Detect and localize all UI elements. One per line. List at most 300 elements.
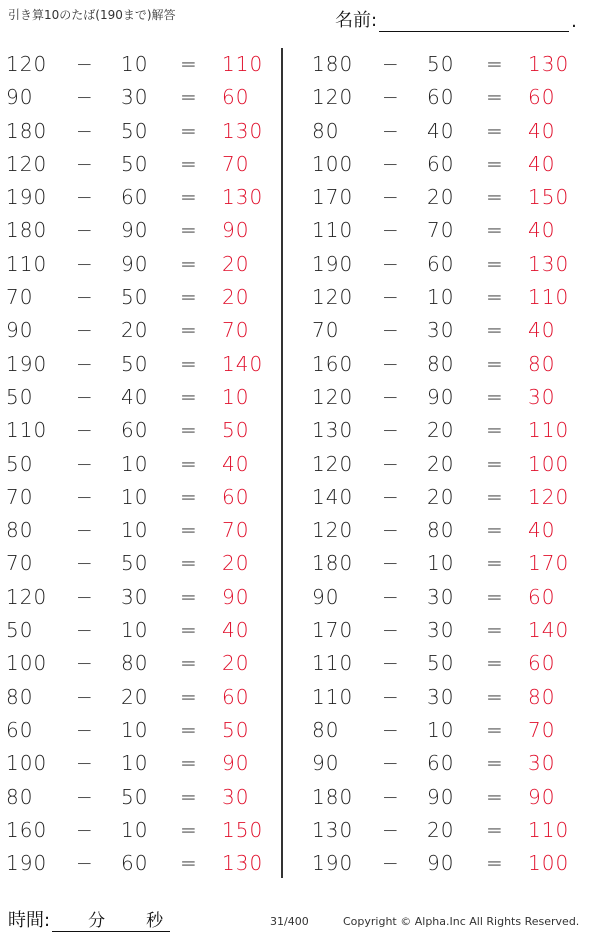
minuend: 120 — [312, 85, 354, 110]
problem-row — [6, 81, 276, 114]
subtrahend: 10 — [121, 451, 149, 476]
minus-sign: − — [382, 717, 400, 742]
subtrahend: 10 — [121, 52, 149, 76]
problem-row — [6, 414, 276, 447]
answer: 130 — [222, 851, 264, 876]
minus-sign: − — [382, 285, 400, 310]
problem-row — [312, 781, 582, 814]
equals-sign: = — [180, 318, 198, 343]
minuend: 80 — [6, 518, 34, 543]
minus-sign: − — [382, 52, 400, 76]
answer: 20 — [222, 651, 250, 676]
subtrahend: 50 — [121, 551, 149, 576]
problem-row — [6, 314, 276, 347]
answer: 40 — [528, 218, 556, 243]
subtrahend: 30 — [427, 584, 455, 609]
equals-sign: = — [486, 817, 504, 842]
minus-sign: − — [76, 684, 94, 709]
subtrahend: 10 — [121, 518, 149, 543]
answer: 30 — [528, 384, 556, 409]
problem-row — [312, 547, 582, 580]
minus-sign: − — [382, 751, 400, 776]
minuend: 110 — [6, 418, 48, 443]
name-label: 名前: — [335, 10, 378, 31]
minus-sign: − — [382, 618, 400, 643]
minus-sign: − — [382, 484, 400, 509]
problem-row — [312, 448, 582, 481]
equals-sign: = — [180, 118, 198, 143]
answer: 60 — [528, 584, 556, 609]
problem-row — [312, 148, 582, 181]
problem-row — [6, 214, 276, 247]
minuend: 90 — [312, 751, 340, 776]
equals-sign: = — [486, 218, 504, 243]
minuend: 70 — [312, 318, 340, 343]
minus-sign: − — [382, 817, 400, 842]
answer: 30 — [222, 784, 250, 809]
equals-sign: = — [486, 118, 504, 143]
subtrahend: 10 — [427, 717, 455, 742]
subtrahend: 20 — [121, 318, 149, 343]
subtrahend: 60 — [121, 418, 149, 443]
minus-sign: − — [382, 784, 400, 809]
minuend: 90 — [6, 85, 34, 110]
minuend: 90 — [312, 584, 340, 609]
problem-row — [6, 514, 276, 547]
answer: 70 — [222, 151, 250, 176]
minus-sign: − — [76, 751, 94, 776]
problem-row — [312, 581, 582, 614]
minuend: 180 — [312, 52, 354, 76]
problem-row — [312, 614, 582, 647]
answer: 90 — [528, 784, 556, 809]
subtrahend: 20 — [427, 185, 455, 210]
problem-row — [6, 381, 276, 414]
problem-row — [6, 547, 276, 580]
answer: 20 — [222, 251, 250, 276]
equals-sign: = — [486, 384, 504, 409]
minutes-unit: 分 — [88, 911, 106, 931]
minuend: 120 — [312, 451, 354, 476]
problem-row — [6, 814, 276, 847]
subtrahend: 30 — [121, 85, 149, 110]
right-problem-column — [312, 48, 582, 880]
subtrahend: 20 — [427, 451, 455, 476]
minus-sign: − — [76, 52, 94, 76]
minus-sign: − — [76, 851, 94, 876]
subtrahend: 50 — [121, 285, 149, 310]
equals-sign: = — [180, 52, 198, 76]
time-field — [8, 906, 170, 932]
minus-sign: − — [76, 351, 94, 376]
equals-sign: = — [486, 684, 504, 709]
minuend: 100 — [6, 751, 48, 776]
equals-sign: = — [486, 518, 504, 543]
subtrahend: 90 — [121, 218, 149, 243]
equals-sign: = — [180, 684, 198, 709]
minuend: 120 — [312, 384, 354, 409]
subtrahend: 30 — [121, 584, 149, 609]
minus-sign: − — [76, 318, 94, 343]
subtrahend: 50 — [427, 651, 455, 676]
answer: 40 — [528, 151, 556, 176]
equals-sign: = — [180, 384, 198, 409]
answer: 110 — [528, 285, 570, 310]
minus-sign: − — [76, 651, 94, 676]
problem-row — [6, 747, 276, 780]
subtrahend: 90 — [121, 251, 149, 276]
equals-sign: = — [486, 85, 504, 110]
subtrahend: 60 — [427, 151, 455, 176]
equals-sign: = — [180, 518, 198, 543]
minus-sign: − — [382, 584, 400, 609]
minuend: 90 — [6, 318, 34, 343]
answer: 110 — [528, 418, 570, 443]
equals-sign: = — [486, 851, 504, 876]
problem-row — [312, 847, 582, 880]
name-field — [335, 6, 577, 32]
minuend: 190 — [312, 851, 354, 876]
answer: 60 — [222, 85, 250, 110]
subtrahend: 90 — [427, 784, 455, 809]
minuend: 170 — [312, 185, 354, 210]
equals-sign: = — [180, 851, 198, 876]
subtrahend: 10 — [121, 484, 149, 509]
answer: 60 — [222, 684, 250, 709]
subtrahend: 50 — [121, 784, 149, 809]
equals-sign: = — [486, 717, 504, 742]
minuend: 180 — [312, 551, 354, 576]
problem-row — [6, 148, 276, 181]
minus-sign: − — [382, 118, 400, 143]
equals-sign: = — [180, 717, 198, 742]
problem-row — [6, 115, 276, 148]
subtrahend: 50 — [121, 351, 149, 376]
problem-row — [312, 48, 582, 81]
answer: 40 — [528, 118, 556, 143]
time-blank-line — [52, 909, 170, 932]
problem-row — [6, 714, 276, 747]
minuend: 50 — [6, 618, 34, 643]
subtrahend: 10 — [121, 751, 149, 776]
answer: 120 — [528, 484, 570, 509]
problem-row — [312, 647, 582, 680]
minuend: 190 — [6, 851, 48, 876]
problem-row — [6, 181, 276, 214]
equals-sign: = — [180, 817, 198, 842]
equals-sign: = — [180, 85, 198, 110]
equals-sign: = — [180, 784, 198, 809]
time-label: 時間: — [8, 910, 51, 931]
page-number: 31/400 — [270, 915, 309, 928]
answer: 170 — [528, 551, 570, 576]
answer: 90 — [222, 584, 250, 609]
subtrahend: 40 — [427, 118, 455, 143]
equals-sign: = — [486, 784, 504, 809]
answer: 40 — [528, 518, 556, 543]
subtrahend: 20 — [427, 484, 455, 509]
minuend: 50 — [6, 384, 34, 409]
problem-row — [312, 414, 582, 447]
answer: 130 — [528, 251, 570, 276]
answer: 100 — [528, 851, 570, 876]
equals-sign: = — [180, 618, 198, 643]
problem-row — [6, 48, 276, 81]
problem-row — [6, 581, 276, 614]
equals-sign: = — [180, 584, 198, 609]
answer: 40 — [528, 318, 556, 343]
minuend: 140 — [312, 484, 354, 509]
minuend: 160 — [6, 817, 48, 842]
answer: 110 — [222, 52, 264, 76]
minus-sign: − — [382, 518, 400, 543]
problem-row — [6, 348, 276, 381]
subtrahend: 50 — [427, 52, 455, 76]
subtrahend: 60 — [427, 85, 455, 110]
minuend: 120 — [6, 151, 48, 176]
answer: 40 — [222, 618, 250, 643]
problem-row — [6, 781, 276, 814]
answer: 130 — [222, 118, 264, 143]
minus-sign: − — [382, 684, 400, 709]
equals-sign: = — [486, 418, 504, 443]
minus-sign: − — [382, 251, 400, 276]
subtrahend: 10 — [121, 618, 149, 643]
equals-sign: = — [180, 484, 198, 509]
problem-row — [312, 81, 582, 114]
minuend: 80 — [6, 684, 34, 709]
minus-sign: − — [382, 185, 400, 210]
equals-sign: = — [180, 651, 198, 676]
equals-sign: = — [180, 751, 198, 776]
minus-sign: − — [382, 351, 400, 376]
seconds-unit: 秒 — [146, 911, 164, 931]
subtrahend: 20 — [121, 684, 149, 709]
minuend: 190 — [6, 185, 48, 210]
problem-row — [312, 747, 582, 780]
equals-sign: = — [486, 584, 504, 609]
subtrahend: 80 — [427, 518, 455, 543]
minus-sign: − — [76, 251, 94, 276]
minus-sign: − — [382, 384, 400, 409]
minus-sign: − — [76, 618, 94, 643]
problem-row — [6, 248, 276, 281]
answer: 140 — [528, 618, 570, 643]
equals-sign: = — [180, 418, 198, 443]
minuend: 180 — [6, 218, 48, 243]
subtrahend: 70 — [427, 218, 455, 243]
minuend: 60 — [6, 717, 34, 742]
subtrahend: 10 — [427, 551, 455, 576]
equals-sign: = — [486, 185, 504, 210]
problem-row — [312, 214, 582, 247]
minus-sign: − — [76, 285, 94, 310]
problem-row — [6, 481, 276, 514]
problem-row — [6, 647, 276, 680]
equals-sign: = — [486, 451, 504, 476]
subtrahend: 30 — [427, 618, 455, 643]
problem-row — [312, 481, 582, 514]
name-blank-line — [379, 9, 569, 32]
answer: 70 — [222, 518, 250, 543]
minuend: 80 — [312, 717, 340, 742]
equals-sign: = — [486, 52, 504, 76]
minuend: 110 — [312, 684, 354, 709]
answer: 90 — [222, 218, 250, 243]
answer: 90 — [222, 751, 250, 776]
equals-sign: = — [486, 484, 504, 509]
minus-sign: − — [76, 551, 94, 576]
copyright-notice: Copyright © Alpha.Inc All Rights Reserved. — [343, 915, 580, 928]
minus-sign: − — [76, 384, 94, 409]
answer: 70 — [222, 318, 250, 343]
subtrahend: 50 — [121, 151, 149, 176]
minuend: 70 — [6, 285, 34, 310]
equals-sign: = — [180, 551, 198, 576]
answer: 40 — [222, 451, 250, 476]
minus-sign: − — [76, 418, 94, 443]
minuend: 130 — [312, 817, 354, 842]
answer: 130 — [528, 52, 570, 76]
name-dot: . — [571, 11, 577, 32]
subtrahend: 20 — [427, 817, 455, 842]
minus-sign: − — [382, 651, 400, 676]
equals-sign: = — [180, 218, 198, 243]
minuend: 100 — [6, 651, 48, 676]
subtrahend: 80 — [427, 351, 455, 376]
answer: 70 — [528, 717, 556, 742]
problem-row — [312, 381, 582, 414]
problem-row — [312, 514, 582, 547]
equals-sign: = — [486, 285, 504, 310]
answer: 80 — [528, 684, 556, 709]
minuend: 110 — [6, 251, 48, 276]
minus-sign: − — [76, 484, 94, 509]
minuend: 160 — [312, 351, 354, 376]
minus-sign: − — [382, 551, 400, 576]
equals-sign: = — [180, 251, 198, 276]
equals-sign: = — [180, 451, 198, 476]
minuend: 120 — [312, 285, 354, 310]
equals-sign: = — [486, 351, 504, 376]
subtrahend: 30 — [427, 684, 455, 709]
problem-row — [312, 681, 582, 714]
equals-sign: = — [180, 185, 198, 210]
answer: 80 — [528, 351, 556, 376]
equals-sign: = — [486, 251, 504, 276]
problem-row — [312, 248, 582, 281]
answer: 10 — [222, 384, 250, 409]
equals-sign: = — [486, 651, 504, 676]
problem-row — [6, 847, 276, 880]
minus-sign: − — [382, 85, 400, 110]
minuend: 80 — [312, 118, 340, 143]
subtrahend: 90 — [427, 851, 455, 876]
subtrahend: 40 — [121, 384, 149, 409]
minus-sign: − — [76, 784, 94, 809]
minuend: 120 — [6, 52, 48, 76]
answer: 30 — [528, 751, 556, 776]
minus-sign: − — [76, 451, 94, 476]
subtrahend: 60 — [121, 851, 149, 876]
minus-sign: − — [382, 318, 400, 343]
minuend: 190 — [312, 251, 354, 276]
subtrahend: 30 — [427, 318, 455, 343]
problem-row — [6, 681, 276, 714]
minus-sign: − — [382, 851, 400, 876]
answer: 140 — [222, 351, 264, 376]
answer: 100 — [528, 451, 570, 476]
minus-sign: − — [76, 518, 94, 543]
subtrahend: 10 — [427, 285, 455, 310]
equals-sign: = — [180, 151, 198, 176]
subtrahend: 80 — [121, 651, 149, 676]
problem-row — [312, 181, 582, 214]
minuend: 50 — [6, 451, 34, 476]
minuend: 120 — [6, 584, 48, 609]
minuend: 110 — [312, 218, 354, 243]
minus-sign: − — [382, 418, 400, 443]
equals-sign: = — [486, 318, 504, 343]
minuend: 190 — [6, 351, 48, 376]
left-problem-column — [6, 48, 276, 880]
minuend: 170 — [312, 618, 354, 643]
subtrahend: 60 — [121, 185, 149, 210]
problem-row — [312, 714, 582, 747]
answer: 50 — [222, 418, 250, 443]
minus-sign: − — [76, 185, 94, 210]
equals-sign: = — [486, 551, 504, 576]
minus-sign: − — [76, 151, 94, 176]
subtrahend: 60 — [427, 251, 455, 276]
problem-row — [312, 314, 582, 347]
subtrahend: 10 — [121, 817, 149, 842]
subtrahend: 10 — [121, 717, 149, 742]
minus-sign: − — [382, 451, 400, 476]
equals-sign: = — [180, 351, 198, 376]
problem-row — [6, 281, 276, 314]
minus-sign: − — [76, 85, 94, 110]
subtrahend: 20 — [427, 418, 455, 443]
answer: 60 — [528, 651, 556, 676]
minuend: 80 — [6, 784, 34, 809]
worksheet-title: 引き算10のたば(190まで)解答 — [8, 8, 176, 22]
answer: 50 — [222, 717, 250, 742]
minuend: 70 — [6, 484, 34, 509]
equals-sign: = — [180, 285, 198, 310]
equals-sign: = — [486, 751, 504, 776]
minuend: 120 — [312, 518, 354, 543]
answer: 60 — [222, 484, 250, 509]
minuend: 70 — [6, 551, 34, 576]
answer: 150 — [528, 185, 570, 210]
answer: 150 — [222, 817, 264, 842]
problem-row — [312, 814, 582, 847]
column-divider — [281, 48, 283, 878]
minus-sign: − — [76, 717, 94, 742]
problem-row — [312, 348, 582, 381]
subtrahend: 60 — [427, 751, 455, 776]
answer: 20 — [222, 285, 250, 310]
problem-row — [312, 281, 582, 314]
minus-sign: − — [76, 817, 94, 842]
minus-sign: − — [76, 584, 94, 609]
equals-sign: = — [486, 151, 504, 176]
minuend: 180 — [312, 784, 354, 809]
answer: 130 — [222, 185, 264, 210]
problem-row — [6, 448, 276, 481]
minuend: 180 — [6, 118, 48, 143]
